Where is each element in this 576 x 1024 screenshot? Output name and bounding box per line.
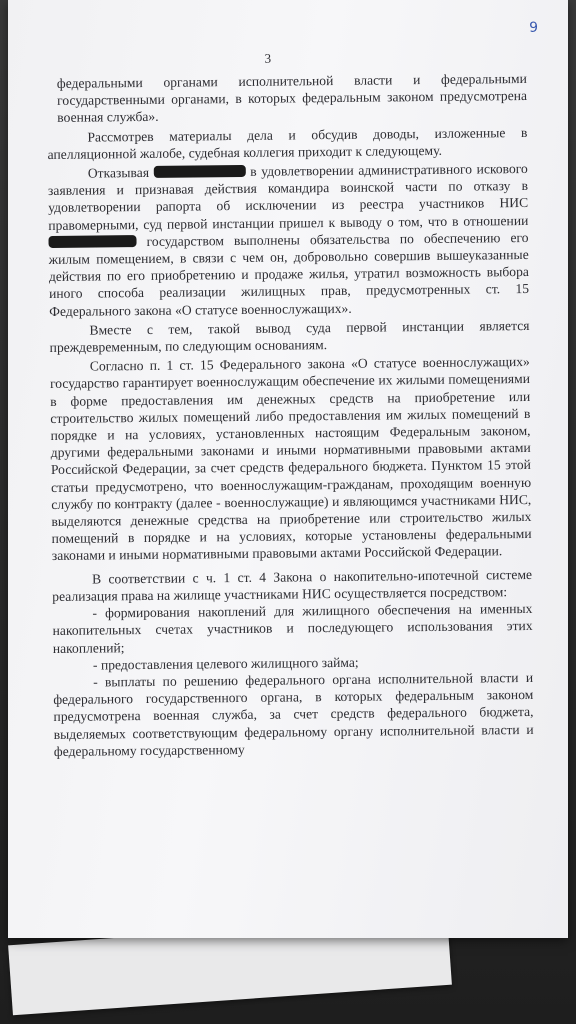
text-block: [47, 70, 534, 760]
redacted-name-box: [154, 165, 246, 178]
list-item: - предоставления целевого жилищного займа;: [92, 654, 359, 673]
redacted-name-box: [48, 235, 136, 248]
paragraph: В соответствии с ч. 1 ст. 4 Закона о накопительно-ипотечной системе реализация права на жилище участниками НИС осуществляется посредством:: [52, 566, 533, 604]
corner-handwritten-mark: 9: [529, 20, 538, 36]
paragraph-redacted: [48, 160, 530, 320]
paragraph: Рассмотрев материалы дела и обсудив доводы, изложенные в апелляционной жалобе, судебная коллегия приходит к следующему.: [47, 124, 528, 162]
paragraph-fragment: Отказывая: [87, 164, 150, 181]
page-number: 3: [264, 50, 272, 66]
document-page: [8, 0, 568, 938]
paragraph-continuation: федеральными органами исполнительной власти и федеральными государственными органами, в которых федеральным законом предусмотрена военная служба».: [56, 70, 528, 126]
paragraph-fragment: в удовлетворении административного искового заявления и признавая действия командира воинской части по отказу в удовлетворении рапорта об исключении из реестра участников НИС правомерными, суд первой инстанции пришел к выводу о том, что в отношении: [47, 160, 529, 233]
list-item: - формирования накоплений для жилищного обеспечения на именных накопительных счетах участников и последующего использования этих накоплений;: [52, 601, 533, 656]
list-item: - выплаты по решению федерального органа исполнительной власти и федерального государственного органа, в которых федеральным законом предусмотрена военная служба, за счет средств федерального бюджета, выделяемых соответствующим федеральному органу исполнительной власти и федеральному государственному: [53, 669, 534, 759]
paragraph: Вместе с тем, такой вывод суда первой инстанции является преждевременным, по следующим основаниям.: [49, 317, 530, 356]
paragraph: Согласно п. 1 ст. 15 Федерального закона «О статусе военнослужащих» государство гарантирует военнослужащим обеспечение их жилыми помещениями в форме предоставления им денежных средств на приобретение или строительство жилых помещений либо предоставления им жилых помещений в порядке и на условиях, установленных настоящим Федеральным законом, другими федеральными законами и иными нормативными правовыми актами Российской Федерации, за счет средств федерального бюджета. Пунктом 15 этой статьи предусмотрено, что военнослужащим-гражданам, проходящим военную службу по контракту (далее - военнослужащие) и являющимся участниками НИС, выделяются денежные средства на приобретение или строительство жилых помещений в порядке и на условиях, которые установлены федеральными законами и иными нормативными правовыми актами Российской Федерации.: [49, 354, 532, 564]
paragraph-fragment: государством выполнены обязательства по обеспечению его жилым помещением, в связи с чем он, добровольно совершив вышеуказанные действия по его приобретению и продаже жилья, утратил возможность выбора иного способа реализации жилищных прав, предусмотренных ст. 15 Федерального закона «О статусе военнослужащих».: [48, 229, 530, 319]
